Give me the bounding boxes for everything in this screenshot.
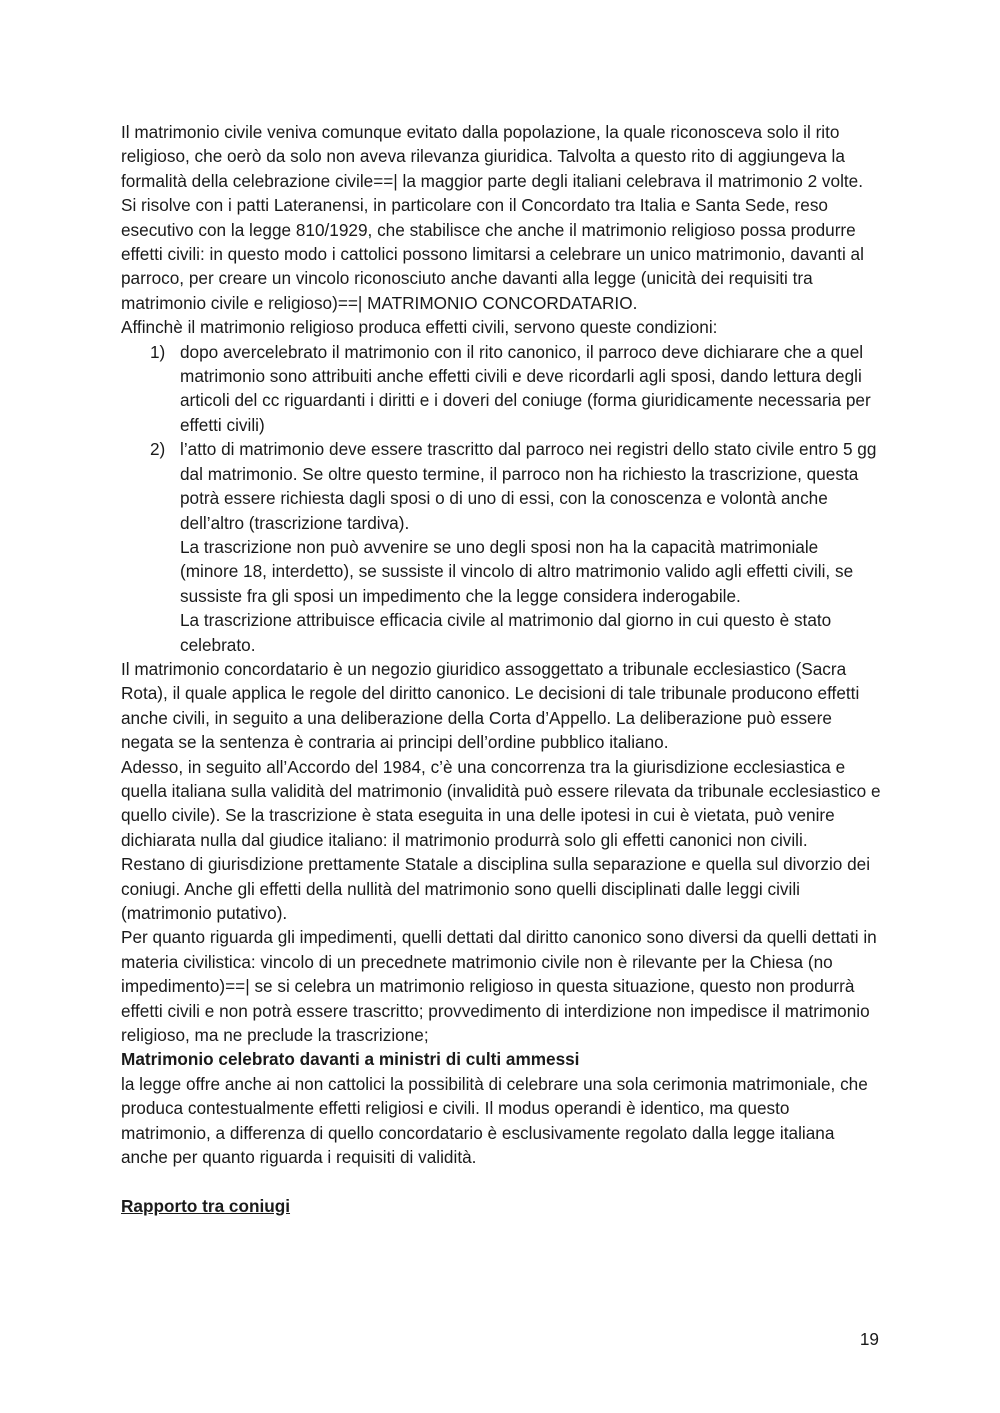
conditions-list: [121, 340, 881, 657]
list-item-text: La trascrizione non può avvenire se uno degli sposi non ha la capacità matrimoniale (minore 18, interdetto), se sussiste il vincolo di altro matrimonio valido agli effetti civili, se sussiste fra gli sposi un impedimento che la legge considera inderogabile.: [180, 536, 854, 606]
paragraph-culti-ammessi: la legge offre anche ai non cattolici la possibilità di celebrare una sola cerimonia matrimoniale, che produca contestualmente effetti religiosi e civili. Il modus operandi è identico, ma questo matrimonio, a differenza di quello concordatario è esclusivamente regolato dalla legge italiana anche per quanto riguarda i requisiti di validità.: [121, 1073, 868, 1168]
list-item: [121, 437, 881, 657]
paragraph-giurisdizione: Restano di giurisdizione prettamente Statale a disciplina sulla separazione e quella sul divorzio dei coniugi. Anche gli effetti della nullità del matrimonio sono quelli disciplinati dalle leggi civili (matrimonio putativo).: [121, 854, 871, 923]
list-item: [121, 340, 881, 438]
paragraph-concordatario: Il matrimonio concordatario è un negozio giuridico assoggettato a tribunale ecclesiastico (Sacra Rota), il quale applica le regole del diritto canonico. Le decisioni di tale tribunale producono effetti anche civili, in seguito a una deliberazione della Corta d’Appello. La deliberazione può essere negata se la sentenza è contraria ai principi dell’ordine pubblico italiano.: [121, 658, 860, 753]
page-body: [121, 120, 881, 1218]
section-heading: Matrimonio celebrato davanti a ministri di culti ammessi: [121, 1049, 580, 1070]
paragraph-intro: Il matrimonio civile veniva comunque evitato dalla popolazione, la quale riconosceva solo il rito religioso, che oerò da solo non aveva rilevanza giuridica. Talvolta a questo rito di aggiungeva la formalità della celebrazione civile==| la maggior parte degli italiani celebrava il matrimonio 2 volte. Si risolve con i patti Lateranensi, in particolare con il Concordato tra Italia e Santa Sede, reso esecutivo con la legge 810/1929, che stabilisce che anche il matrimonio religioso possa produrre effetti civili: in questo modo i cattolici possono limitarsi a celebrare un unico matrimonio, davanti al parroco, per creare un vincolo riconosciuto anche davanti alla legge (unicità dei requisiti tra matrimonio civile e religioso)==| MATRIMONIO CONCORDATARIO.: [121, 122, 864, 313]
page-number: 19: [859, 1329, 879, 1349]
list-item-number: 1): [150, 341, 166, 362]
paragraph-accordo: Adesso, in seguito all’Accordo del 1984, c’è una concorrenza tra la giurisdizione ecclesiastica e quella italiana sulla validità del matrimonio (invalidità può essere rilevata da tribunale ecclesiastico e quello civile). Se la trascrizione è stata eseguita in una delle ipotesi in cui è vietata, può venire dichiarata nulla dal giudice italiano: il matrimonio produrrà solo gli effetti canonici non civili.: [121, 756, 881, 850]
list-item-text: La trascrizione attribuisce efficacia civile al matrimonio dal giorno in cui questo è stato celebrato.: [180, 610, 832, 655]
list-item-text: l’atto di matrimonio deve essere trascritto dal parroco nei registri dello stato civile entro 5 gg dal matrimonio. Se oltre questo termine, il parroco non ha richiesto la trascrizione, questa potrà essere richiesta dagli sposi o di uno di essi, con la conoscenza e volontà anche dell’altro (trascrizione tardiva).: [180, 439, 877, 533]
blank-line: [121, 1169, 881, 1193]
paragraph-impedimenti: Per quanto riguarda gli impedimenti, quelli dettati dal diritto canonico sono diversi da quelli dettati in materia civilistica: vincolo di un precednete matrimonio civile non è rilevante per la Chiesa (no impedimento)==| se si celebra un matrimonio religioso in questa situazione, questo non produrrà effetti civili e non potrà essere trascritto; provvedimento di interdizione non impedisce il matrimonio religioso, ma ne preclude la trascrizione;: [121, 927, 877, 1046]
section-heading-underlined: Rapporto tra coniugi: [121, 1195, 291, 1216]
paragraph-conditions: Affinchè il matrimonio religioso produca effetti civili, servono queste condizioni:: [121, 317, 718, 338]
list-item-text: dopo avercelebrato il matrimonio con il rito canonico, il parroco deve dichiarare che a quel matrimonio sono attribuiti anche effetti civili e deve ricordarli agli sposi, dando lettura degli articoli del cc riguardanti i diritti e i doveri del coniuge (forma giuridicamente necessaria per effetti civili): [180, 341, 871, 435]
list-item-number: 2): [150, 439, 166, 460]
